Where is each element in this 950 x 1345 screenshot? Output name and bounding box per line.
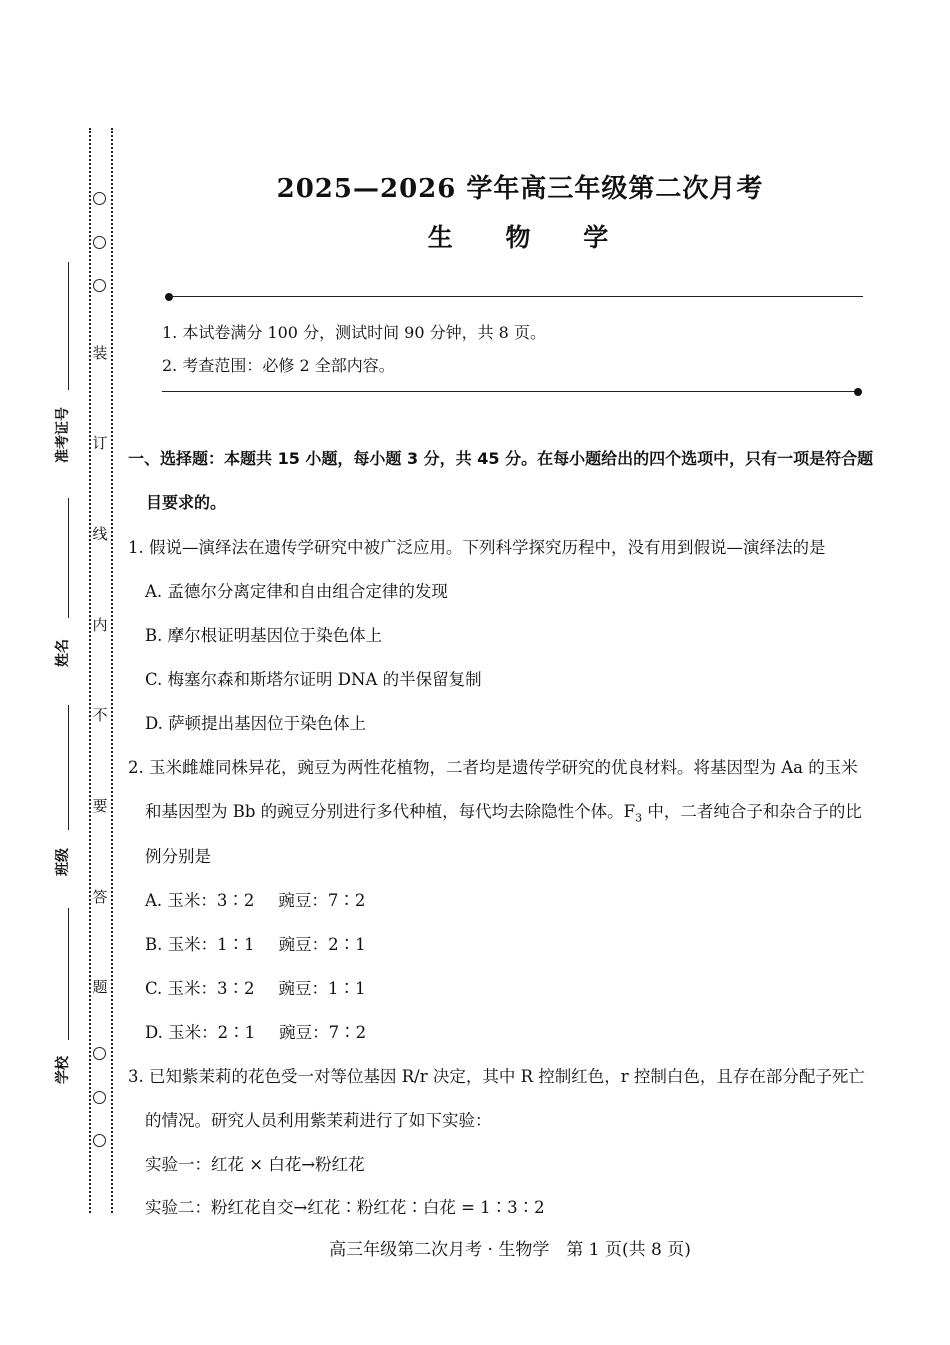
binding-char: 不 [92, 706, 108, 724]
q2-stem-2a: 和基因型为 Bb 的豌豆分别进行多代种植，每代均去除隐性个体。F [145, 802, 636, 821]
q3-stem-2: 的情况。研究人员利用紫茉莉进行了如下实验： [145, 1111, 492, 1130]
q2-option-corn: 玉米：3∶2 [167, 891, 255, 910]
binding-char: 线 [92, 525, 108, 543]
q2-option-pea: 豌豆：7∶2 [278, 891, 366, 910]
q2-option-pea: 豌豆：7∶2 [279, 1023, 367, 1042]
exam-id-label: 准考证号 [55, 407, 71, 463]
q2-stem-1: 2. 玉米雌雄同株异花，豌豆为两性花植物，二者均是遗传学研究的优良材料。将基因型为 Aa 的玉米 [128, 758, 858, 777]
exam-title: 2025—2026 学年高三年级第二次月考 [276, 174, 764, 204]
binding-hole-icon [93, 1047, 106, 1060]
note-2: 2. 考查范围：必修 2 全部内容。 [162, 356, 395, 375]
binding-hole-icon [93, 1134, 106, 1147]
q3-experiment-1: 实验一：红花 × 白花→粉红花 [145, 1155, 365, 1174]
q1-option-c: C. 梅塞尔森和斯塔尔证明 DNA 的半保留复制 [145, 670, 482, 689]
q2-stem-2b: 中，二者纯合子和杂合子的比 [642, 802, 862, 821]
q2-option-pea: 豌豆：1∶1 [278, 979, 366, 998]
rule-dot-top [165, 293, 173, 301]
rule-dot-bottom [854, 388, 862, 396]
rule-bottom [162, 391, 857, 392]
rule-top [170, 296, 863, 297]
note-1: 1. 本试卷满分 100 分，测试时间 90 分钟，共 8 页。 [162, 323, 546, 342]
q2-option-c [145, 975, 366, 999]
q1-option-d: D. 萨顿提出基因位于染色体上 [145, 714, 367, 733]
school-label: 学校 [55, 1056, 71, 1084]
class-field[interactable] [68, 705, 69, 830]
q1-option-b: B. 摩尔根证明基因位于染色体上 [145, 626, 383, 645]
page-footer: 高三年级第二次月考 · 生物学 第 1 页(共 8 页) [329, 1240, 691, 1260]
q2-option-corn: 玉米：2∶1 [168, 1023, 256, 1042]
q3-stem-1: 3. 已知紫茉莉的花色受一对等位基因 R/r 决定，其中 R 控制红色，r 控制白色，且存在部分配子死亡 [128, 1067, 865, 1086]
exam-id-field[interactable] [68, 262, 69, 390]
q2-option-corn: 玉米：3∶2 [167, 979, 255, 998]
q2-option-d [145, 1019, 366, 1043]
binding-hole-icon [93, 1091, 106, 1104]
name-field[interactable] [68, 498, 69, 618]
school-field[interactable] [68, 908, 69, 1040]
binding-char: 题 [92, 978, 108, 996]
section-heading: 一、选择题：本题共 15 小题，每小题 3 分，共 45 分。在每小题给出的四个选项中，只有一项是符合题 [128, 449, 874, 468]
q2-option-pea: 豌豆：2∶1 [278, 935, 366, 954]
binding-char: 要 [92, 797, 108, 815]
q2-option-b [145, 931, 366, 955]
binding-hole-icon [93, 279, 106, 292]
name-label: 姓名 [55, 639, 71, 667]
q2-option-letter: D. [145, 1023, 163, 1042]
q1-stem: 1. 假说—演绎法在遗传学研究中被广泛应用。下列科学探究历程中，没有用到假说—演绎法的是 [128, 538, 826, 557]
binding-char: 订 [92, 434, 108, 452]
binding-char: 答 [92, 888, 108, 906]
binding-char: 装 [92, 344, 108, 362]
class-label: 班级 [55, 848, 71, 876]
binding-dotted-line-right [111, 128, 113, 1213]
q2-option-corn: 玉米：1∶1 [167, 935, 255, 954]
q1-option-a: A. 孟德尔分离定律和自由组合定律的发现 [145, 582, 448, 601]
q2-option-letter: B. [145, 935, 163, 954]
q3-experiment-2: 实验二：粉红花自交→红花∶粉红花∶白花 = 1∶3∶2 [145, 1198, 545, 1217]
subject-title: 生 物 学 [427, 223, 631, 252]
q2-subscript: 3 [635, 811, 643, 825]
q2-option-a [145, 887, 365, 911]
q2-option-letter: A. [145, 891, 163, 910]
binding-char: 内 [92, 616, 108, 634]
section-heading-cont: 目要求的。 [146, 493, 227, 512]
q2-stem-2 [145, 798, 862, 824]
q2-stem-3: 例分别是 [145, 847, 211, 866]
q2-option-letter: C. [145, 979, 163, 998]
binding-dotted-line-left [89, 128, 91, 1213]
